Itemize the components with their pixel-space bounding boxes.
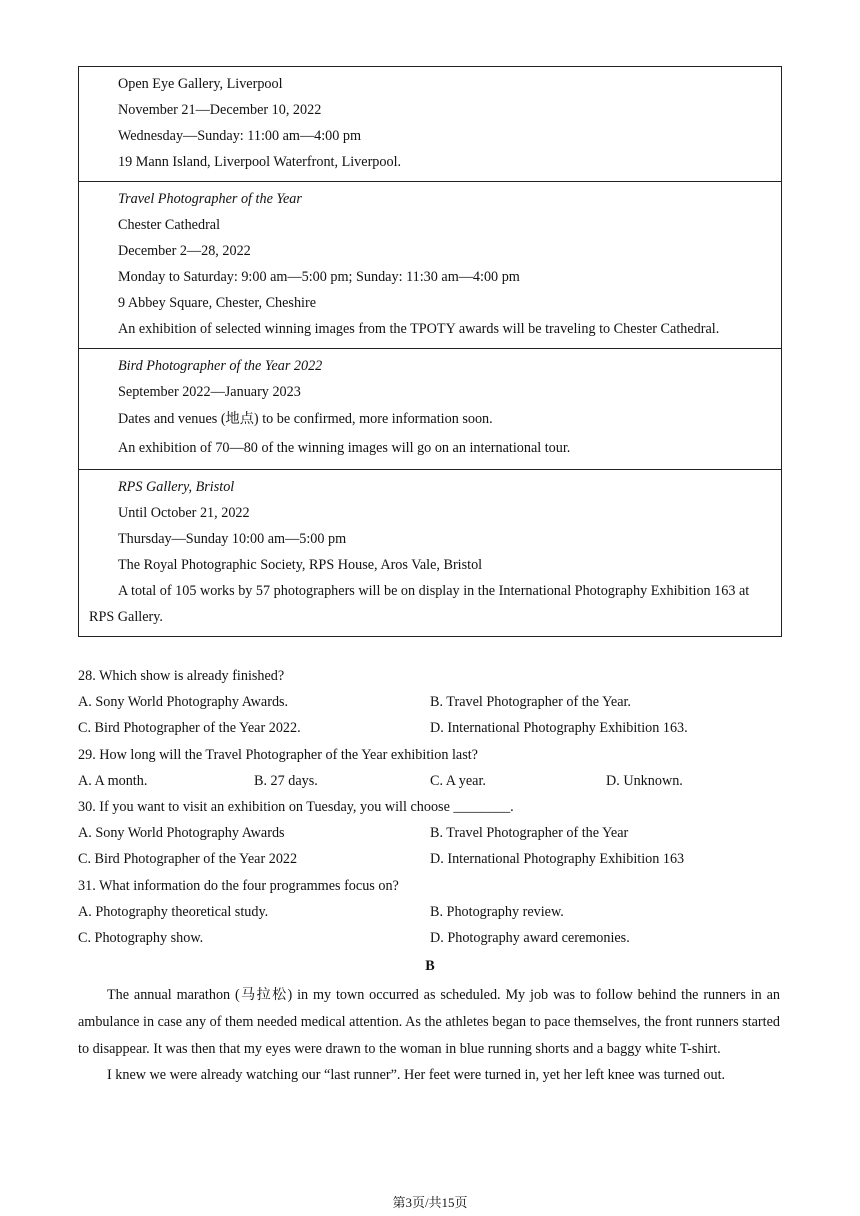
cell-line: Monday to Saturday: 9:00 am—5:00 pm; Sunday: 11:30 am—4:00 pm (118, 269, 520, 285)
exhibition-cell-tpoty (79, 181, 781, 348)
cell-line: 9 Abbey Square, Chester, Cheshire (118, 295, 317, 311)
passage-paragraph-1: The annual marathon (马拉松) in my town occurred as scheduled. My job was to follow behind the runners in an ambulance in case any of them needed medical attention. As the athletes began to pace themselves, the front runners started to disappear. It was then that my eyes were drawn to the woman in blue running shorts and a baggy white T-shirt. (78, 987, 780, 1057)
cell-line: Open Eye Gallery, Liverpool (118, 76, 283, 92)
q31-stem: 31. What information do the four programmes focus on? (78, 877, 399, 894)
cell-line: Chester Cathedral (118, 217, 221, 233)
q31-option-d: D. Photography award ceremonies. (430, 929, 630, 946)
q29-option-c: C. A year. (430, 772, 486, 789)
page-footer: 第3页/共15页 (392, 1195, 468, 1210)
exhibition-cell-bird (79, 348, 781, 469)
cell-line: Wednesday—Sunday: 11:00 am—4:00 pm (118, 128, 362, 144)
q28-option-c: C. Bird Photographer of the Year 2022. (78, 720, 301, 737)
q30-option-a: A. Sony World Photography Awards (78, 825, 285, 842)
cell-line: An exhibition of 70—80 of the winning images will go on an international tour. (118, 440, 571, 456)
option-row (78, 925, 778, 951)
q28-stem: 28. Which show is already finished? (78, 668, 285, 684)
q29-option-a: A. A month. (78, 772, 148, 789)
cell-paragraph: A total of 105 works by 57 photographers will be on display in the International Photography Exhibition 163 at RPS Gallery. (89, 583, 750, 625)
q29-option-b: B. 27 days. (254, 772, 318, 789)
option-row (78, 768, 778, 794)
option-row (78, 820, 778, 846)
cell-title: Bird Photographer of the Year 2022 (118, 358, 323, 374)
q28-option-b: B. Travel Photographer of the Year. (430, 694, 631, 711)
cell-line: An exhibition of selected winning images from the TPOTY awards will be traveling to Chester Cathedral. (118, 321, 720, 337)
cell-line: The Royal Photographic Society, RPS House, Aros Vale, Bristol (118, 557, 483, 573)
q31-option-b: B. Photography review. (430, 903, 564, 920)
exhibition-cell-open-eye (79, 67, 781, 181)
question-stem (78, 794, 778, 820)
exhibition-table (78, 66, 782, 637)
cell-line: 19 Mann Island, Liverpool Waterfront, Liverpool. (118, 154, 402, 170)
q30-option-d: D. International Photography Exhibition 163 (430, 851, 685, 868)
cell-line: November 21—December 10, 2022 (118, 102, 322, 118)
exhibition-cell-rps (79, 469, 781, 636)
passage-paragraph-2: I knew we were already watching our “last runner”. Her feet were turned in, yet her left knee was turned out. (107, 1067, 726, 1084)
cell-line: December 2—28, 2022 (118, 243, 251, 259)
cell-title: RPS Gallery, Bristol (118, 479, 235, 495)
q29-stem: 29. How long will the Travel Photographer of the Year exhibition last? (78, 746, 478, 763)
q29-option-d: D. Unknown. (606, 772, 683, 789)
option-row (78, 846, 778, 872)
option-row (78, 899, 778, 925)
questions (78, 663, 778, 951)
cell-title: Travel Photographer of the Year (118, 191, 302, 207)
q31-option-a: A. Photography theoretical study. (78, 903, 269, 920)
cell-line: Until October 21, 2022 (118, 505, 250, 521)
passage (78, 982, 780, 1089)
q30-stem: 30. If you want to visit an exhibition on Tuesday, you will choose ________. (78, 798, 514, 815)
option-row (78, 715, 778, 741)
cell-line: Dates and venues (地点) to be confirmed, more information soon. (118, 411, 493, 427)
cell-line: September 2022—January 2023 (118, 384, 301, 400)
q30-option-c: C. Bird Photographer of the Year 2022 (78, 851, 298, 868)
q28-option-d: D. International Photography Exhibition 163. (430, 720, 688, 737)
question-stem (78, 873, 778, 899)
question-stem (78, 742, 778, 768)
q31-option-c: C. Photography show. (78, 929, 204, 946)
option-row (78, 689, 778, 715)
question-stem (78, 663, 778, 689)
section-heading: B (425, 958, 435, 974)
cell-line: Thursday—Sunday 10:00 am—5:00 pm (118, 531, 347, 547)
q30-option-b: B. Travel Photographer of the Year (430, 825, 629, 842)
q28-option-a: A. Sony World Photography Awards. (78, 694, 289, 711)
